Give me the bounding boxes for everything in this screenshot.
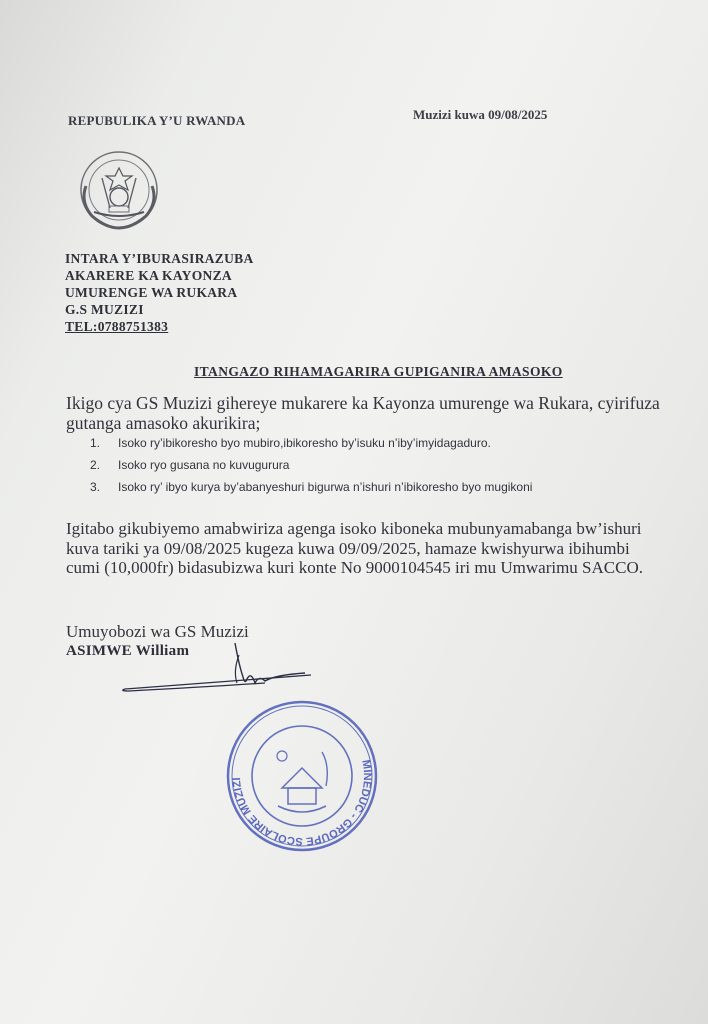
rwanda-emblem [66,150,172,232]
list-item [90,476,532,498]
signature-scribble [115,635,330,705]
notice-title: ITANGAZO RIHAMAGARIRA GUPIGANIRA AMASOKO [194,364,563,379]
item-number: 1. [90,436,101,450]
address-block [65,250,254,335]
province-line: INTARA Y’IBURASIRAZUBA [65,251,254,266]
details-paragraph: Igitabo gikubiyemo amabwiriza agenga isoko kiboneka mubunyamabanga bw’ishuri kuva tariki ya 09/08/2025 kugeza kuwa 09/09/2025, hamaze kwishyurwa ibihumbi cumi (10,000fr) bidasubizwa kuri konte No 9000104545 iri mu Umwarimu SACCO. [66,519,643,577]
stamp-text: MINEDUC - GROUPE SCOLAIRE MUZIZI [231,758,374,848]
sector-line: UMURENGE WA RUKARA [65,285,238,300]
tender-list [90,432,532,498]
item-number: 2. [90,458,101,472]
place-date: Muzizi kuwa 09/08/2025 [413,107,548,122]
item-text: Isoko ryo gusana no kuvugurura [118,458,290,472]
republic-heading: REPUBULIKA Y’U RWANDA [68,113,246,128]
notice-intro: Ikigo cya GS Muzizi gihereye mukarere ka Kayonza umurenge wa Rukara, cyirifuza gutanga amasoko akurikira; [66,393,660,433]
item-text: Isoko ry’ ibyo kurya by’abanyeshuri bigurwa n’ishuri n’ibikoresho byo mugikoni [118,480,533,494]
school-stamp [222,696,382,856]
telephone-line: TEL:0788751383 [65,319,169,334]
item-number: 3. [90,480,101,494]
list-item [90,454,532,476]
signatory-title: Umuyobozi wa GS Muzizi [66,622,249,641]
list-item [90,432,532,454]
school-line: G.S MUZIZI [65,302,144,317]
signatory-name: ASIMWE William [66,643,190,659]
item-text: Isoko ry’ibikoresho byo mubiro,ibikoresho by’isuku n’iby’imyidagaduro. [118,436,491,450]
district-line: AKARERE KA KAYONZA [65,268,232,283]
